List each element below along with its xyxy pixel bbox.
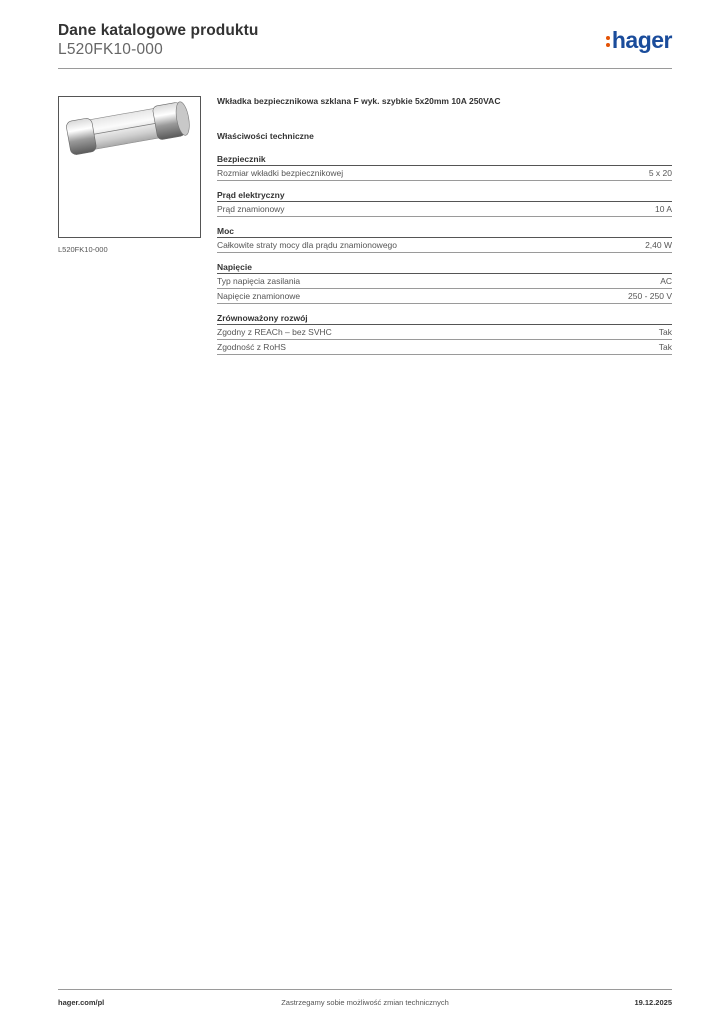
spec-row	[217, 238, 672, 253]
spec-value: 5 x 20	[648, 168, 672, 178]
group-sustainability	[217, 313, 672, 355]
group-current	[217, 190, 672, 217]
product-code: L520FK10-000	[58, 41, 163, 58]
spec-label: Napięcie znamionowe	[217, 291, 301, 301]
spec-label: Zgodność z RoHS	[217, 342, 286, 352]
product-image	[58, 96, 201, 238]
footer-divider	[58, 989, 672, 990]
spec-value: 250 - 250 V	[628, 291, 672, 301]
spec-row	[217, 289, 672, 304]
group-voltage	[217, 262, 672, 304]
spec-row	[217, 340, 672, 355]
page-title: Dane katalogowe produktu	[58, 22, 259, 39]
spec-row	[217, 166, 672, 181]
group-title: Zrównoważony rozwój	[217, 313, 672, 325]
spec-label: Zgodny z REACh – bez SVHC	[217, 327, 332, 337]
glass-fuse-icon	[59, 97, 200, 237]
section-heading: Właściwości techniczne	[217, 131, 314, 141]
footer-website-link[interactable]: hager.com/pl	[58, 998, 105, 1007]
footer-date: 19.12.2025	[634, 998, 672, 1007]
spec-value: 2,40 W	[645, 240, 672, 250]
spec-label: Rozmiar wkładki bezpiecznikowej	[217, 168, 344, 178]
spec-value: 10 A	[654, 204, 672, 214]
hager-logo	[606, 28, 672, 52]
group-fuse	[217, 154, 672, 181]
spec-value: AC	[660, 276, 672, 286]
group-title: Moc	[217, 226, 672, 238]
page-header	[58, 22, 672, 68]
spec-row	[217, 274, 672, 289]
group-title: Bezpiecznik	[217, 154, 672, 166]
product-details	[217, 96, 672, 355]
spec-label: Prąd znamionowy	[217, 204, 285, 214]
product-description: Wkładka bezpiecznikowa szklana F wyk. szybkie 5x20mm 10A 250VAC	[217, 96, 501, 106]
logo-dots-icon	[606, 28, 611, 52]
spec-row	[217, 325, 672, 340]
spec-row	[217, 202, 672, 217]
group-title: Prąd elektryczny	[217, 190, 672, 202]
header-divider	[58, 68, 672, 69]
group-title: Napięcie	[217, 262, 672, 274]
image-caption: L520FK10-000	[58, 245, 108, 254]
spec-label: Całkowite straty mocy dla prądu znamionowego	[217, 240, 398, 250]
footer-disclaimer: Zastrzegamy sobie możliwość zmian technicznych	[281, 998, 449, 1007]
logo-text: hager	[611, 27, 672, 53]
group-power	[217, 226, 672, 253]
spec-label: Typ napięcia zasilania	[217, 276, 301, 286]
spec-value: Tak	[658, 327, 672, 337]
spec-value: Tak	[658, 342, 672, 352]
